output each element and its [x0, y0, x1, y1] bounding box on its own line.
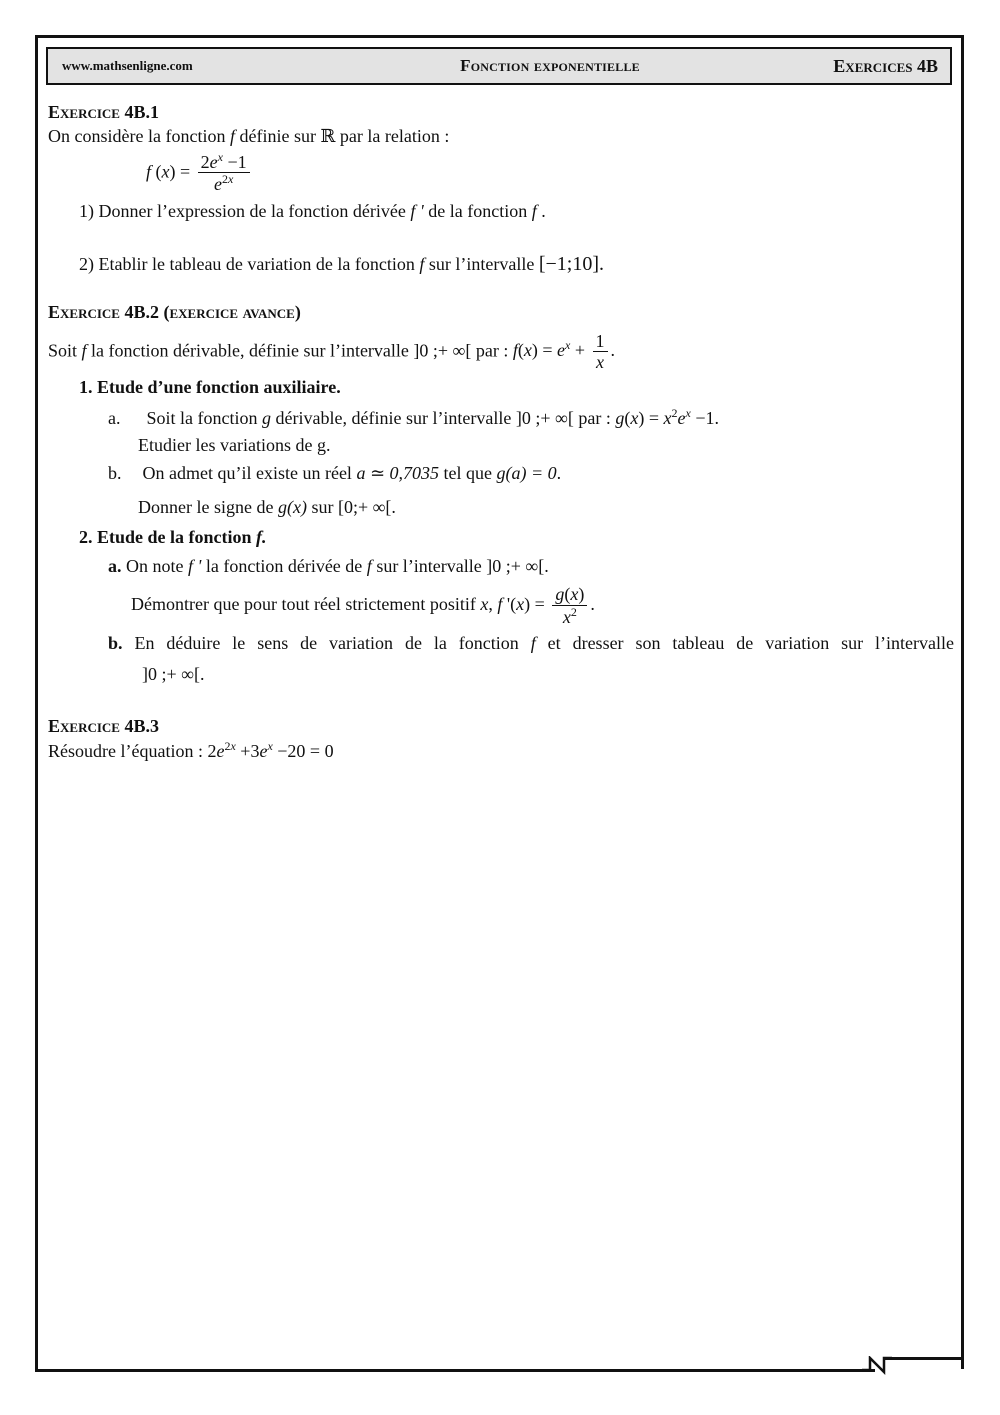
ex3-text — [48, 738, 954, 763]
ex2-g: g — [262, 408, 271, 429]
ex1-q1-end: . — [541, 200, 546, 221]
item-label: b. — [108, 462, 122, 483]
ex2-1b-sign-text: Donner le signe de — [138, 497, 274, 518]
ex1-reals: ℝ — [320, 126, 336, 147]
ex2-part-2-title-text: 2. Etude de la fonction — [79, 527, 252, 548]
ex2-2a-show-text: Démontrer que pour tout réel strictement positif — [131, 593, 476, 614]
ex2-intro-text: par : — [475, 339, 509, 360]
ex2-part-2-title-f: f. — [256, 527, 267, 548]
ex1-question-2 — [79, 251, 954, 278]
exercise-4b3 — [48, 714, 954, 764]
ex1-fprime: f ' — [410, 200, 424, 221]
ex2-part-1b: b. On admet qu’il existe un réel a ≃ 0,7035 tel que g(a) = 0. — [108, 461, 954, 485]
ex2-1a-text: par : — [578, 408, 611, 429]
exercise-title: Exercice 4B.2 (exercice avance) — [48, 302, 301, 323]
ex1-question-1 — [79, 199, 954, 223]
item-label: a. — [108, 555, 122, 576]
ex2-intro-text: la fonction dérivable, définie sur l’intervalle — [91, 339, 409, 360]
ex2-1b-sign-text: sur — [311, 497, 334, 518]
ex2-formula: $f(x) = e^x$ + $\frac{1}{x}$ . — [512, 330, 616, 373]
header-title: Fonction exponentielle — [460, 56, 640, 75]
ex2-intro-text: Soit — [48, 339, 78, 360]
ex2-2a-text: sur l’intervalle — [376, 555, 482, 576]
ex2-g-of-a: g(a) = 0 — [496, 462, 557, 483]
ex2-intro — [48, 331, 954, 373]
ex1-intro-text: définie sur — [239, 126, 316, 147]
ex1-q2-text: sur l’intervalle — [428, 254, 535, 275]
header-site: www.mathsenligne.com — [62, 58, 193, 73]
ex2-fprime: f ' — [188, 555, 202, 576]
frame-corner-mark — [862, 1356, 892, 1376]
ex2-interval: ]0 ;+ ∞[ — [413, 339, 472, 360]
ex2-part-1b-sign — [138, 495, 954, 519]
ex2-part-2b — [108, 631, 954, 655]
ex3-text-label: Résoudre l’équation : — [48, 741, 203, 762]
page-frame-bottom — [35, 1369, 875, 1372]
ex2-interval: ]0 ;+ ∞[ — [515, 408, 574, 429]
ex2-g-formula: $g(x) = x^2e^x -1$. — [615, 406, 720, 429]
exercise-title: Exercice 4B.3 — [48, 715, 159, 736]
ex1-q1-text: 1) Donner l’expression de la fonction dérivée — [79, 200, 406, 221]
exercise-title: Exercice 4B.1 — [48, 102, 159, 122]
ex2-f: f — [530, 633, 536, 654]
ex2-1a-text: dérivable, définie sur l’intervalle — [275, 408, 512, 429]
ex1-q2-interval: [−1;10]. — [538, 253, 605, 276]
ex2-1b-interval: [0;+ ∞[. — [337, 497, 396, 518]
ex2-part-1-title: 1. Etude d’une fonction auxiliaire. — [79, 376, 341, 397]
ex2-part-2a: a. On note f ' la fonction dérivée de f sur l’intervalle ]0 ;+ ∞[. — [108, 555, 549, 576]
exercise-4b2 — [48, 300, 954, 686]
ex1-intro-text: On considère la fonction — [48, 126, 226, 147]
ex2-1b-text: On admet qu’il existe un réel — [142, 462, 352, 483]
ex2-fprime-formula: f '(x) = $\frac{g(x)}{x^2}$ . — [497, 584, 595, 627]
item-label: a. — [108, 408, 121, 429]
ex2-part-2a-show: Démontrer que pour tout réel strictement positif x, f '(x) = $\frac{g(x)}{x^2}$ . — [131, 584, 595, 627]
ex2-2b-text: En déduire le sens de variation de la fonction — [134, 633, 519, 654]
ex2-part-2b-interval: ]0 ;+ ∞[. — [142, 663, 205, 684]
ex2-f: f — [81, 339, 87, 360]
ex2-part-1a-study: Etudier les variations de g. — [138, 434, 331, 455]
ex1-intro — [48, 124, 954, 148]
page-frame-bottom-right — [884, 1357, 964, 1360]
ex2-1b-text: tel que — [443, 462, 493, 483]
item-label: b. — [108, 633, 123, 654]
ex3-equation: $2e^{2x} +3e^x -20 = 0$ — [207, 739, 334, 762]
ex1-f: f — [419, 254, 425, 275]
ex2-1a-text: Soit la fonction — [146, 408, 258, 429]
ex2-part-2-title — [79, 525, 954, 549]
ex2-f: f — [366, 555, 372, 576]
ex2-2b-text: et dresser son tableau de variation sur l’intervalle — [547, 633, 955, 654]
ex2-2a-text: On note — [126, 555, 184, 576]
ex2-interval: ]0 ;+ ∞[ — [486, 555, 545, 576]
ex1-q1-text: de la fonction — [428, 200, 528, 221]
ex2-2a-text: la fonction dérivée de — [205, 555, 363, 576]
ex1-f: f — [229, 126, 235, 147]
document-body — [48, 100, 954, 764]
ex1-formula: f (x) = $\frac{2e^x -1}{e^{2x}}$ — [146, 151, 954, 195]
header-exercices: Exercices 4B — [833, 55, 938, 76]
ex1-intro-text: par la relation : — [339, 126, 450, 147]
ex2-a-value: a ≃ 0,7035 — [356, 462, 440, 483]
ex2-g-of-x: g(x) — [277, 497, 307, 518]
ex1-f: f — [531, 200, 537, 221]
ex1-q2-text: 2) Etablir le tableau de variation de la fonction — [79, 254, 415, 275]
page-header — [46, 47, 952, 85]
ex2-part-1a — [108, 405, 954, 430]
exercise-4b1 — [48, 100, 954, 278]
